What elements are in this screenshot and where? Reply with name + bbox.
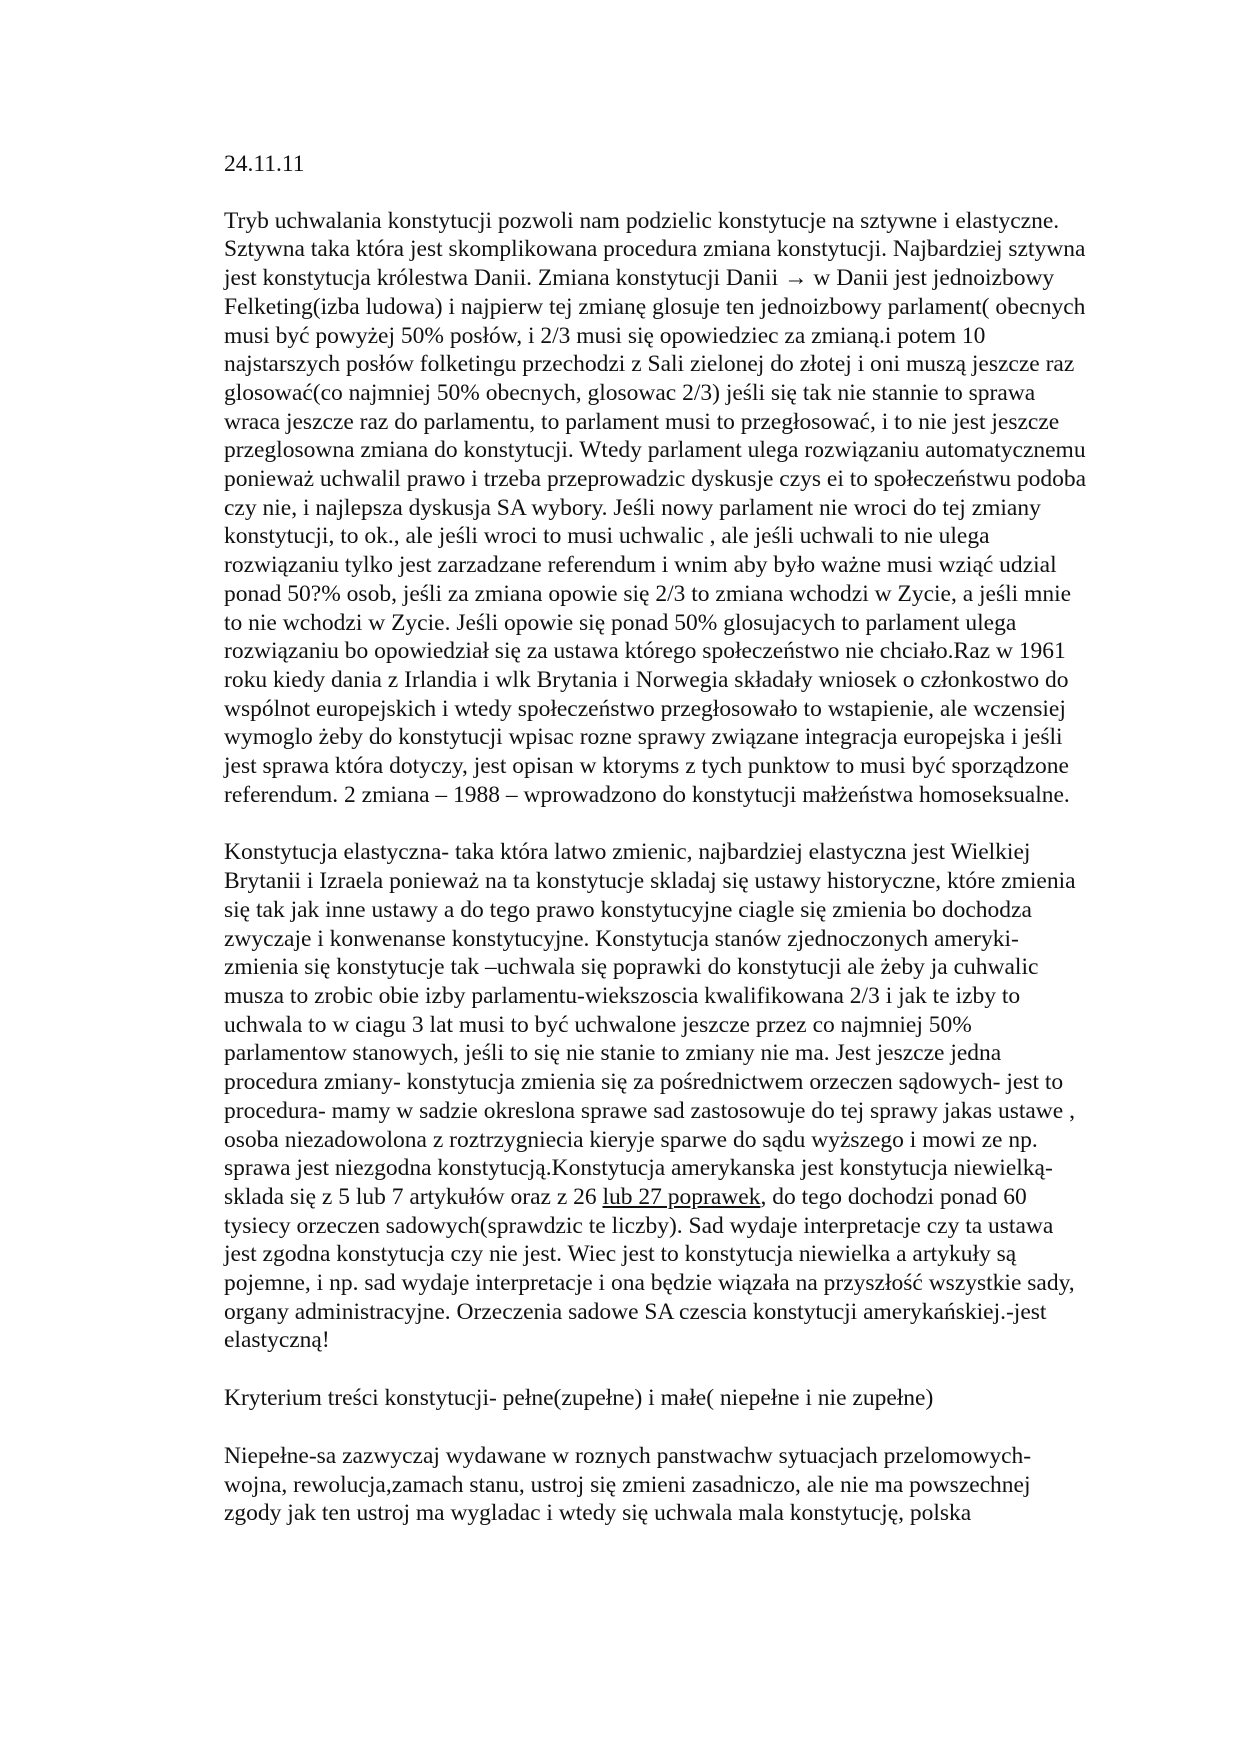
amendments-link[interactable]: lub 27 poprawek xyxy=(602,1183,761,1210)
paragraph-flexible-constitution xyxy=(224,838,1090,1355)
document-date: 24.11.11 xyxy=(224,151,305,177)
paragraph-rigid-constitution: Tryb uchwalania konstytucji pozwoli nam podzielic konstytucje na sztywne i elastyczne. Sztywna taka która jest skomplikowana procedura zmiana konstytucji. Najbardziej sztywna jest konstytucja królestwa Danii. Zmiana konstytucji Danii → w Danii jest jednoizbowy Felketing(izba ludowa) i najpierw tej zmianę glosuje ten jednoizbowy parlament( obecnych musi być powyżej 50% posłów, i 2/3 musi się opowiedziec za zmianą.i potem 10 najstarszych posłów folketingu przechodzi z Sali zielonej do złotej i oni muszą jeszcze raz glosować(co najmniej 50% obecnych, glosowac 2/3) jeśli się tak nie stannie to sprawa wraca jeszcze raz do parlamentu, to parlament musi to przegłosować, i to nie jest jeszcze przeglosowna zmiana do konstytucji. Wtedy parlament ulega rozwiązaniu automatycznemu ponieważ uchwalil prawo i trzeba przeprowadzic dyskusje czys ei to społeczeństwu podoba czy nie, i najlepsza dyskusja SA wybory. Jeśli nowy parlament nie wroci do tej zmiany konstytucji, to ok., ale jeśli wroci to musi uchwalic , ale jeśli uchwali to nie ulega rozwiązaniu tylko jest zarzadzane referendum i wnim aby było ważne musi wziąć udzial ponad 50?% osob, jeśli za zmiana opowie się 2/3 to zmiana wchodzi w Zycie, a jeśli mnie to nie wchodzi w Zycie. Jeśli opowie się ponad 50% glosujacych to parlament ulega rozwiązaniu bo opowiedział się za ustawa którego społeczeństwo nie chciało.Raz w 1961 roku kiedy dania z Irlandia i wlk Brytania i Norwegia składały wniosek o członkostwo do wspólnot europejskich i wtedy społeczeństwo przegłosowało to wstapienie, ale wczensiej wymoglo żeby do konstytucji wpisac rozne sprawy związane integracja europejska i jeśli jest sprawa która dotyczy, jest opisan w ktoryms z tych punktow to musi być sporządzone referendum. 2 zmiana – 1988 – wprowadzono do konstytucji małżeństwa homoseksualne. xyxy=(224,207,1087,808)
paragraph-incomplete-constitutions: Niepełne-sa zazwyczaj wydawane w roznych panstwachw sytuacjach przelomowych- wojna, rewolucja,zamach stanu, ustroj się zmieni zasadniczo, ale nie ma powszechnej zgody jak ten ustroj ma wygladac i wtedy się uchwala mala konstytucję, polska xyxy=(224,1442,1032,1527)
paragraph-content-criterion: Kryterium treści konstytucji- pełne(zupełne) i małe( niepełne i nie zupełne) xyxy=(224,1385,934,1412)
document-page xyxy=(224,150,1090,1528)
paragraph-flexible-text-end: , do tego dochodzi ponad 60 tysiecy orzeczen sadowych(sprawdzic te liczby). Sad wydaje interpretacje czy ta ustawa jest zgodna konstytucja czy nie jest. Wiec jest to konstytucja niewielka a artykuły są pojemne, i np. sad wydaje interpretacje i ona będzie wiązała na przyszłość wszystkie sady, organy administracyjne. Orzeczenia sadowe SA czescia konstytucji amerykańskiej.-jest elastyczną! xyxy=(224,1183,1075,1354)
paragraph-flexible-text-start: Konstytucja elastyczna- taka która latwo zmienic, najbardziej elastyczna jest Wielkiej Brytanii i Izraela ponieważ na ta konstytucje skladaj się ustawy historyczne, które zmienia się tak jak inne ustawy a do tego prawo konstytucyjne ciagle się zmienia bo dochodza zwyczaje i konwenanse konstytucyjne. Konstytucja stanów zjednoczonych ameryki-zmienia się konstytucje tak –uchwala się poprawki do konstytucji ale żeby ja cuhwalic musza to zrobic obie izby parlamentu-wiekszoscia kwalifikowana 2/3 i jak te izby to uchwala to w ciagu 3 lat musi to być uchwalone jeszcze przez co najmniej 50% parlamentow stanowych, jeśli to się nie stanie to zmiany nie ma. Jest jeszcze jedna procedura zmiany- konstytucja zmienia się za pośrednictwem orzeczen sądowych- jest to procedura- mamy w sadzie okreslona sprawe sad zastosowuje do tej sprawy jakas ustawe , osoba niezadowolona z roztrzygniecia kieryje sparwe do sądu wyższego i mowi ze np. sprawa jest niezgodna konstytucją.Konstytucja amerykanska jest konstytucja niewielką-sklada się z 5 lub 7 artykułów oraz z 26 xyxy=(224,839,1076,1210)
